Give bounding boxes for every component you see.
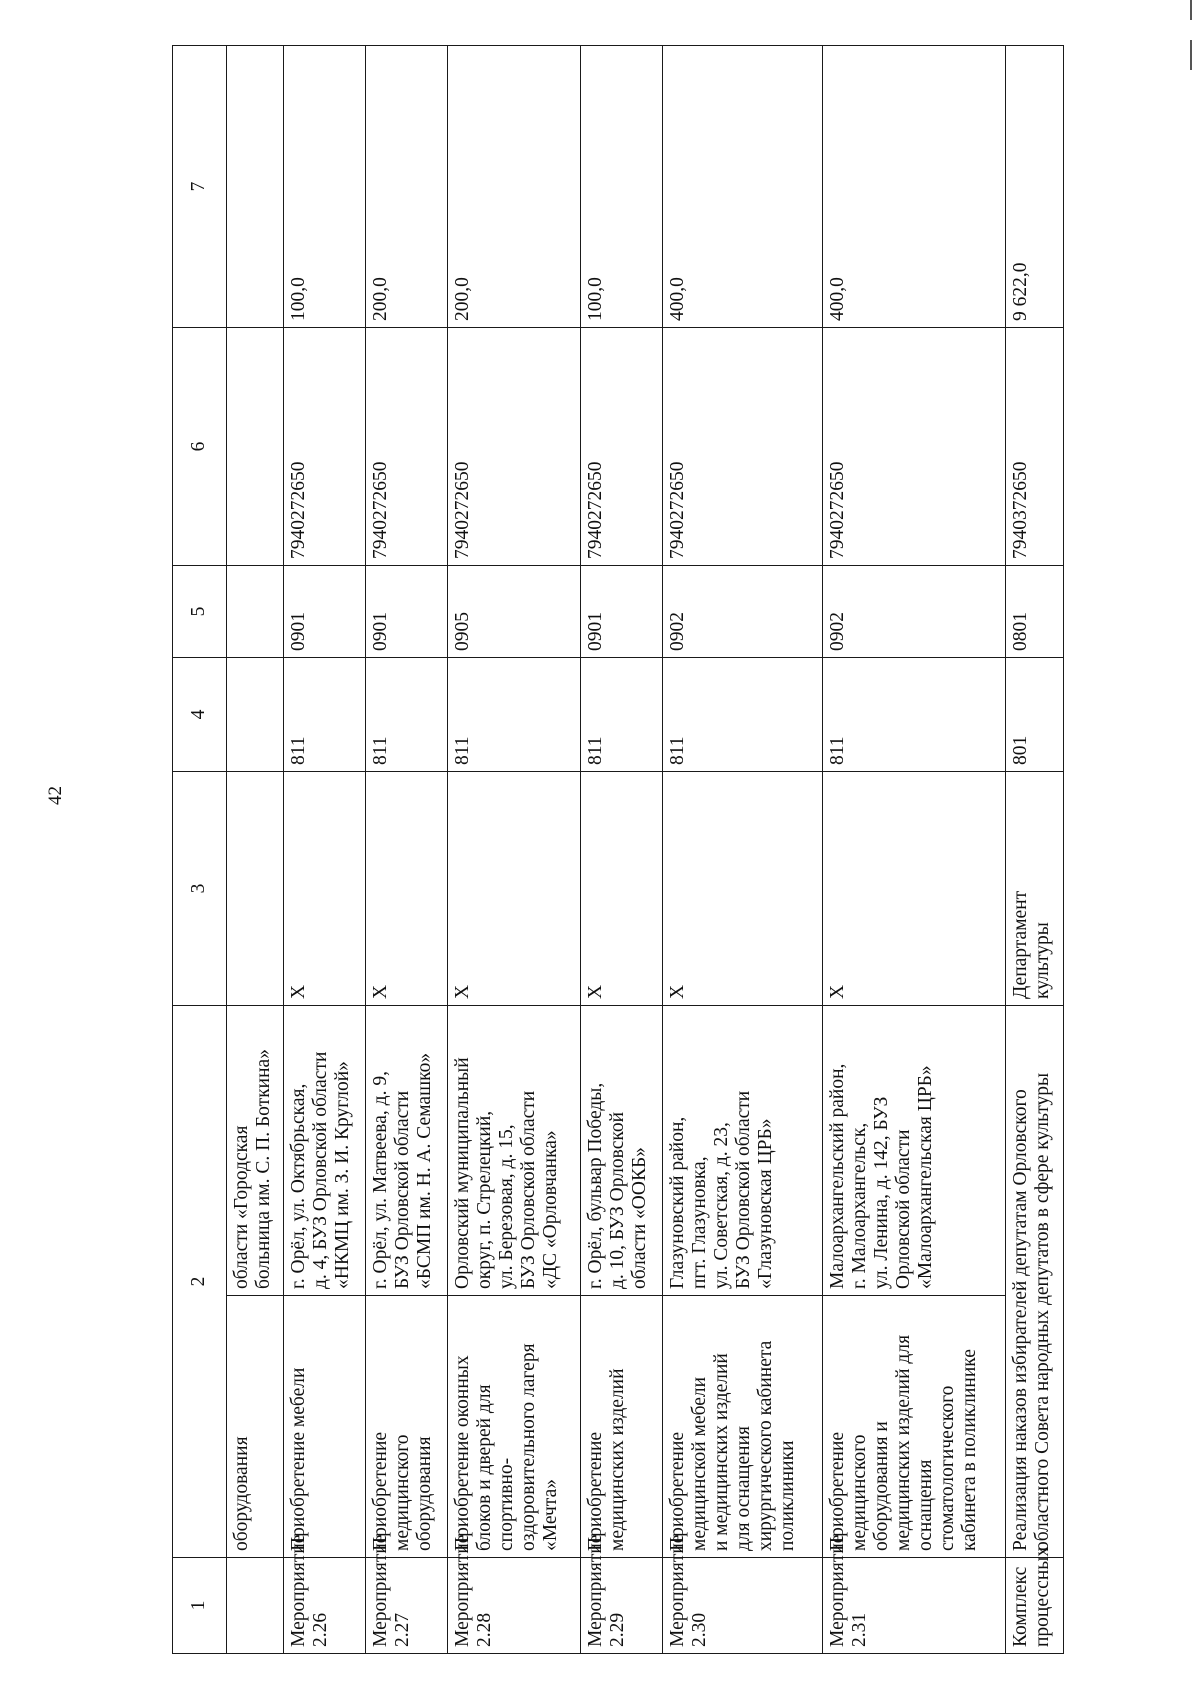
- table-cell: 0901: [366, 566, 448, 658]
- table-cell: г. Орёл, бульвар Победы, д. 10, БУЗ Орловской области «ООКБ»: [581, 1006, 663, 1296]
- col-header-5: 5: [173, 566, 227, 658]
- table-row: [581, 46, 663, 1654]
- table-cell: [226, 46, 284, 328]
- table-cell: Мероприятие 2.26: [284, 1558, 366, 1654]
- table-cell: 0901: [284, 566, 366, 658]
- table-cell: оборудования: [226, 1296, 284, 1558]
- table-cell: [226, 328, 284, 566]
- table-cell: Глазуновский район, пгт. Глазуновка, ул. Советская, д. 23, БУЗ Орловской области «Глазуновская ЦРБ»: [663, 1006, 822, 1296]
- table-cell: Х: [581, 772, 663, 1006]
- col-header-1: 1: [173, 1558, 227, 1654]
- col-header-3: 3: [173, 772, 227, 1006]
- page-number: 42: [45, 786, 66, 805]
- table-cell: 811: [366, 658, 448, 772]
- table-cell: 9 622,0: [1006, 46, 1064, 328]
- table-row-continuation: [226, 46, 284, 1654]
- table-cell: 811: [284, 658, 366, 772]
- table-cell: 7940272650: [581, 328, 663, 566]
- table-cell: 7940272650: [822, 328, 1005, 566]
- table-cell: Приобретение медицинского оборудования: [366, 1296, 448, 1558]
- table-cell: 400,0: [663, 46, 822, 328]
- header-row: [173, 46, 227, 1654]
- table-cell: области «Городская больница им. С. П. Боткина»: [226, 1006, 284, 1296]
- table-cell: г. Орёл, ул. Октябрьская, д. 4, БУЗ Орловской области «НКМЦ им. З. И. Круглой»: [284, 1006, 366, 1296]
- table-cell: Приобретение медицинского оборудования и медицинских изделий для оснащения стоматологического кабинета в поликлинике: [822, 1296, 1005, 1558]
- table-cell: [226, 772, 284, 1006]
- table-cell: 0801: [1006, 566, 1064, 658]
- table-cell: 811: [663, 658, 822, 772]
- table-cell: 801: [1006, 658, 1064, 772]
- table-cell: Мероприятие 2.29: [581, 1558, 663, 1654]
- table-row: [663, 46, 822, 1654]
- scan-edge-mark: [1190, 40, 1192, 70]
- table-cell: 0902: [663, 566, 822, 658]
- table-cell: Х: [448, 772, 581, 1006]
- table-cell: 811: [822, 658, 1005, 772]
- table-cell: Приобретение медицинской мебели и медицинских изделий для оснащения хирургического кабинета поликлиники: [663, 1296, 822, 1558]
- table-cell: 400,0: [822, 46, 1005, 328]
- table-cell: Х: [663, 772, 822, 1006]
- scan-edge-mark: [1190, 0, 1192, 20]
- table-cell: Х: [284, 772, 366, 1006]
- col-header-7: 7: [173, 46, 227, 328]
- table-row: [284, 46, 366, 1654]
- table-cell: 100,0: [284, 46, 366, 328]
- table-cell: [226, 658, 284, 772]
- table-row: [366, 46, 448, 1654]
- table-cell: Приобретение оконных блоков и дверей для спортивно- оздоровительного лагеря «Мечта»: [448, 1296, 581, 1558]
- table-cell: Комплекс процессных: [1006, 1558, 1064, 1654]
- table-row-final: [1006, 46, 1064, 1654]
- table-cell: Мероприятие 2.31: [822, 1558, 1005, 1654]
- table-row: [448, 46, 581, 1654]
- table-cell: Мероприятие 2.27: [366, 1558, 448, 1654]
- table-cell: 0901: [581, 566, 663, 658]
- table-cell: Приобретение медицинских изделий: [581, 1296, 663, 1558]
- table-cell: 811: [448, 658, 581, 772]
- table-cell: г. Орёл, ул. Матвеева, д. 9, БУЗ Орловской области «БСМП им. Н. А. Семашко»: [366, 1006, 448, 1296]
- col-header-4: 4: [173, 658, 227, 772]
- table-cell: 7940272650: [448, 328, 581, 566]
- table-cell: Х: [822, 772, 1005, 1006]
- table-cell: Департамент культуры: [1006, 772, 1064, 1006]
- table-cell: 7940372650: [1006, 328, 1064, 566]
- budget-table-rotated: [172, 46, 1064, 1654]
- table-cell: Приобретение мебели: [284, 1296, 366, 1558]
- table-cell: 0902: [822, 566, 1005, 658]
- table-cell: 7940272650: [284, 328, 366, 566]
- budget-table: [172, 45, 1064, 1654]
- table-cell: 200,0: [366, 46, 448, 328]
- table-cell: 811: [581, 658, 663, 772]
- table-cell: 200,0: [448, 46, 581, 328]
- table-cell: Малоархангельский район, г. Малоархангельск, ул. Ленина, д. 142, БУЗ Орловской области «Малоархангельская ЦРБ»: [822, 1006, 1005, 1296]
- col-header-6: 6: [173, 328, 227, 566]
- col-header-2: 2: [173, 1006, 227, 1558]
- table-cell: Х: [366, 772, 448, 1006]
- table-cell: 100,0: [581, 46, 663, 328]
- table-cell: [226, 1558, 284, 1654]
- table-cell: 7940272650: [366, 328, 448, 566]
- table-row: [822, 46, 1005, 1654]
- table-cell: Орловский муниципальный округ, п. Стрелецкий, ул. Березовая, д. 15, БУЗ Орловской области «ДС «Орловчанка»: [448, 1006, 581, 1296]
- table-cell: Мероприятие 2.28: [448, 1558, 581, 1654]
- table-cell: Реализация наказов избирателей депутатам Орловского областного Совета народных депутатов в сфере культуры: [1006, 1006, 1064, 1558]
- table-cell: 7940272650: [663, 328, 822, 566]
- table-cell: 0905: [448, 566, 581, 658]
- table-cell: [226, 566, 284, 658]
- table-cell: Мероприятие 2.30: [663, 1558, 822, 1654]
